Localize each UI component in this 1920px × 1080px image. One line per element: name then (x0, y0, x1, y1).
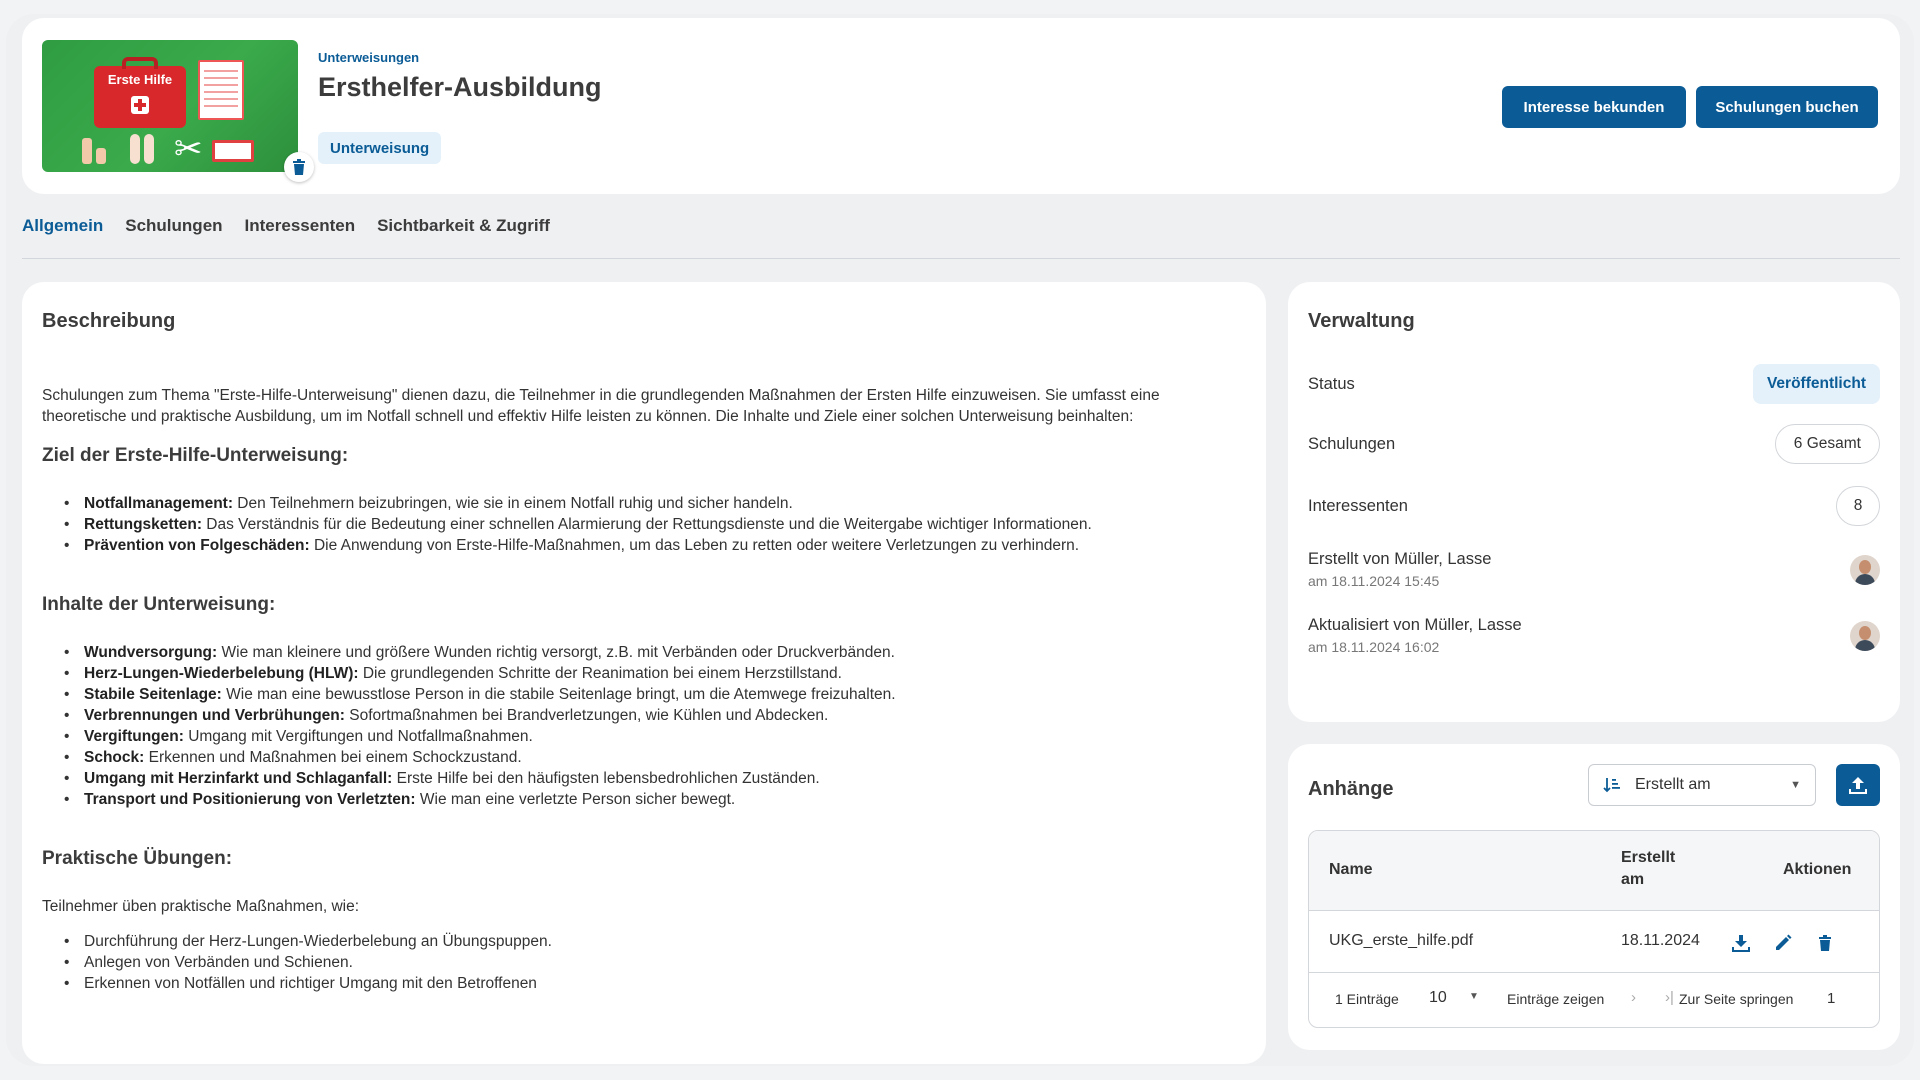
sort-icon (1603, 776, 1621, 794)
avatar (1850, 621, 1880, 651)
col-name[interactable]: Name (1329, 861, 1373, 878)
trainings-label: Schulungen (1308, 434, 1396, 453)
breadcrumb[interactable]: Unterweisungen (318, 50, 420, 65)
last-page-icon[interactable]: ›| (1665, 989, 1674, 1006)
page-title: Ersthelfer-Ausbildung (318, 72, 602, 102)
created-row (1308, 550, 1880, 589)
tab-schulungen[interactable]: Schulungen (125, 216, 223, 235)
sort-value: Erstellt am (1635, 776, 1711, 793)
pencil-icon (1774, 934, 1792, 952)
contents-list (64, 642, 1246, 810)
created-label: Erstellt von Müller, Lasse (1308, 550, 1492, 568)
attachments-table (1308, 830, 1880, 1028)
upload-icon (1848, 775, 1868, 795)
scissors-icon: ✂ (174, 130, 203, 168)
trash-icon (1818, 935, 1832, 951)
interest-button[interactable]: Interesse bekunden (1502, 86, 1686, 128)
list-item: • Rettungsketten: Das Verständnis für die Bedeutung einer schnellen Alarmierung der Rettungsdienste und die Weitergabe wichtiger Informationen. (64, 514, 1246, 535)
list-item: • Transport und Positionierung von Verletzten: Wie man eine verletzte Person sicher bewegt. (64, 789, 1246, 810)
list-item: • Prävention von Folgeschäden: Die Anwendung von Erste-Hilfe-Maßnahmen, um das Leben zu retten oder weitere Verletzungen zu verhindern. (64, 535, 1246, 556)
interested-count: 8 (1836, 486, 1880, 526)
trainings-row (1308, 424, 1880, 464)
description-intro: Schulungen zum Thema "Erste-Hilfe-Unterweisung" dienen dazu, die Teilnehmer in die grundlegenden Maßnahmen der Ersten Hilfe einzuweisen. Sie umfasst eine theoretische und praktische Ausbildung, um im Notfall schnell und effektiv Hilfe leisten zu können. Die Inhalte und Ziele einer solchen Unterweisung beinhalten: (42, 387, 1160, 425)
col-created-line2: am (1621, 871, 1645, 888)
description-card (22, 282, 1266, 1064)
file-date: 18.11.2024 (1621, 932, 1700, 949)
table-header (1309, 831, 1879, 911)
type-chip: Unterweisung (318, 132, 441, 164)
tabs-divider (22, 258, 1900, 259)
goals-list (64, 493, 1246, 556)
created-date: am 18.11.2024 15:45 (1308, 573, 1440, 589)
tab-bar (22, 216, 550, 236)
bandage-icon (212, 140, 254, 162)
delete-image-button[interactable] (284, 152, 314, 182)
sort-select[interactable] (1588, 764, 1816, 806)
goals-heading: Ziel der Erste-Hilfe-Unterweisung: (42, 445, 349, 466)
first-aid-kit-icon (94, 66, 186, 128)
upload-button[interactable] (1836, 764, 1880, 806)
page-number-input[interactable]: 1 (1827, 990, 1836, 1007)
list-item: • Herz-Lungen-Wiederbelebung (HLW): Die grundlegenden Schritte der Reanimation bei einem Herzstillstand. (64, 663, 1246, 684)
updated-date: am 18.11.2024 16:02 (1308, 639, 1440, 655)
list-item: • Stabile Seitenlage: Wie man eine bewusstlose Person in die stabile Seitenlage bringt, um die Atemwege freizuhalten. (64, 684, 1246, 705)
admin-card (1288, 282, 1900, 722)
download-icon (1731, 933, 1751, 953)
description-title: Beschreibung (42, 310, 176, 332)
col-created[interactable]: Erstellt (1621, 849, 1676, 866)
contents-heading: Inhalte der Unterweisung: (42, 594, 276, 615)
table-row (1309, 911, 1879, 973)
status-badge: Veröffentlicht (1753, 364, 1880, 404)
sheet-icon (198, 60, 244, 120)
next-page-icon[interactable]: › (1631, 989, 1636, 1006)
updated-label: Aktualisiert von Müller, Lasse (1308, 616, 1522, 634)
download-button[interactable] (1729, 931, 1753, 955)
jump-to-page-label: Zur Seite springen (1679, 991, 1794, 1007)
practice-intro: Teilnehmer üben praktische Maßnahmen, wie: (42, 898, 360, 915)
thumbnail-label: Erste Hilfe (107, 72, 173, 87)
edit-button[interactable] (1771, 931, 1795, 955)
attachments-title: Anhänge (1308, 778, 1394, 800)
list-item: • Umgang mit Herzinfarkt und Schlaganfall: Erste Hilfe bei den häufigsten lebensbedrohlichen Zuständen. (64, 768, 1246, 789)
course-thumbnail (42, 40, 298, 172)
tab-allgemein[interactable]: Allgemein (22, 216, 104, 235)
updated-row (1308, 616, 1880, 655)
delete-file-button[interactable] (1813, 931, 1837, 955)
list-item: • Anlegen von Verbänden und Schienen. (64, 952, 1246, 973)
trainings-count: 6 Gesamt (1775, 424, 1880, 464)
list-item: • Vergiftungen: Umgang mit Vergiftungen und Notfallmaßnahmen. (64, 726, 1246, 747)
interested-row (1308, 486, 1880, 526)
show-entries-label: Einträge zeigen (1507, 991, 1605, 1007)
header-card (22, 18, 1900, 194)
book-trainings-button[interactable]: Schulungen buchen (1696, 86, 1878, 128)
list-item: • Verbrennungen und Verbrühungen: Sofortmaßnahmen bei Brandverletzungen, wie Kühlen und Abdecken. (64, 705, 1246, 726)
list-item: • Durchführung der Herz-Lungen-Wiederbelebung an Übungspuppen. (64, 931, 1246, 952)
status-label: Status (1308, 374, 1355, 393)
practice-list (64, 931, 1246, 994)
tab-interessenten[interactable]: Interessenten (244, 216, 356, 235)
chevron-down-icon: ▼ (1790, 779, 1801, 791)
practice-heading: Praktische Übungen: (42, 848, 233, 869)
file-name[interactable]: UKG_erste_hilfe.pdf (1329, 932, 1474, 949)
page-size-select[interactable]: 10 (1429, 989, 1447, 1006)
col-actions: Aktionen (1783, 861, 1852, 878)
chevron-down-icon[interactable]: ▼ (1469, 991, 1479, 1002)
tab-sichtbarkeit[interactable]: Sichtbarkeit & Zugriff (377, 216, 550, 235)
entries-count: 1 Einträge (1335, 991, 1399, 1007)
list-item: • Erkennen von Notfällen und richtiger Umgang mit den Betroffenen (64, 973, 1246, 994)
attachments-card (1288, 744, 1900, 1050)
avatar (1850, 555, 1880, 585)
interested-label: Interessenten (1308, 496, 1408, 515)
pagination (1309, 973, 1879, 1027)
list-item: • Schock: Erkennen und Maßnahmen bei einem Schockzustand. (64, 747, 1246, 768)
status-row (1308, 364, 1880, 404)
admin-title: Verwaltung (1308, 310, 1415, 332)
list-item: • Notfallmanagement: Den Teilnehmern beizubringen, wie sie in einem Notfall ruhig und sicher handeln. (64, 493, 1246, 514)
trash-icon (292, 159, 306, 175)
list-item: • Wundversorgung: Wie man kleinere und größere Wunden richtig versorgt, z.B. mit Verbänden oder Druckverbänden. (64, 642, 1246, 663)
